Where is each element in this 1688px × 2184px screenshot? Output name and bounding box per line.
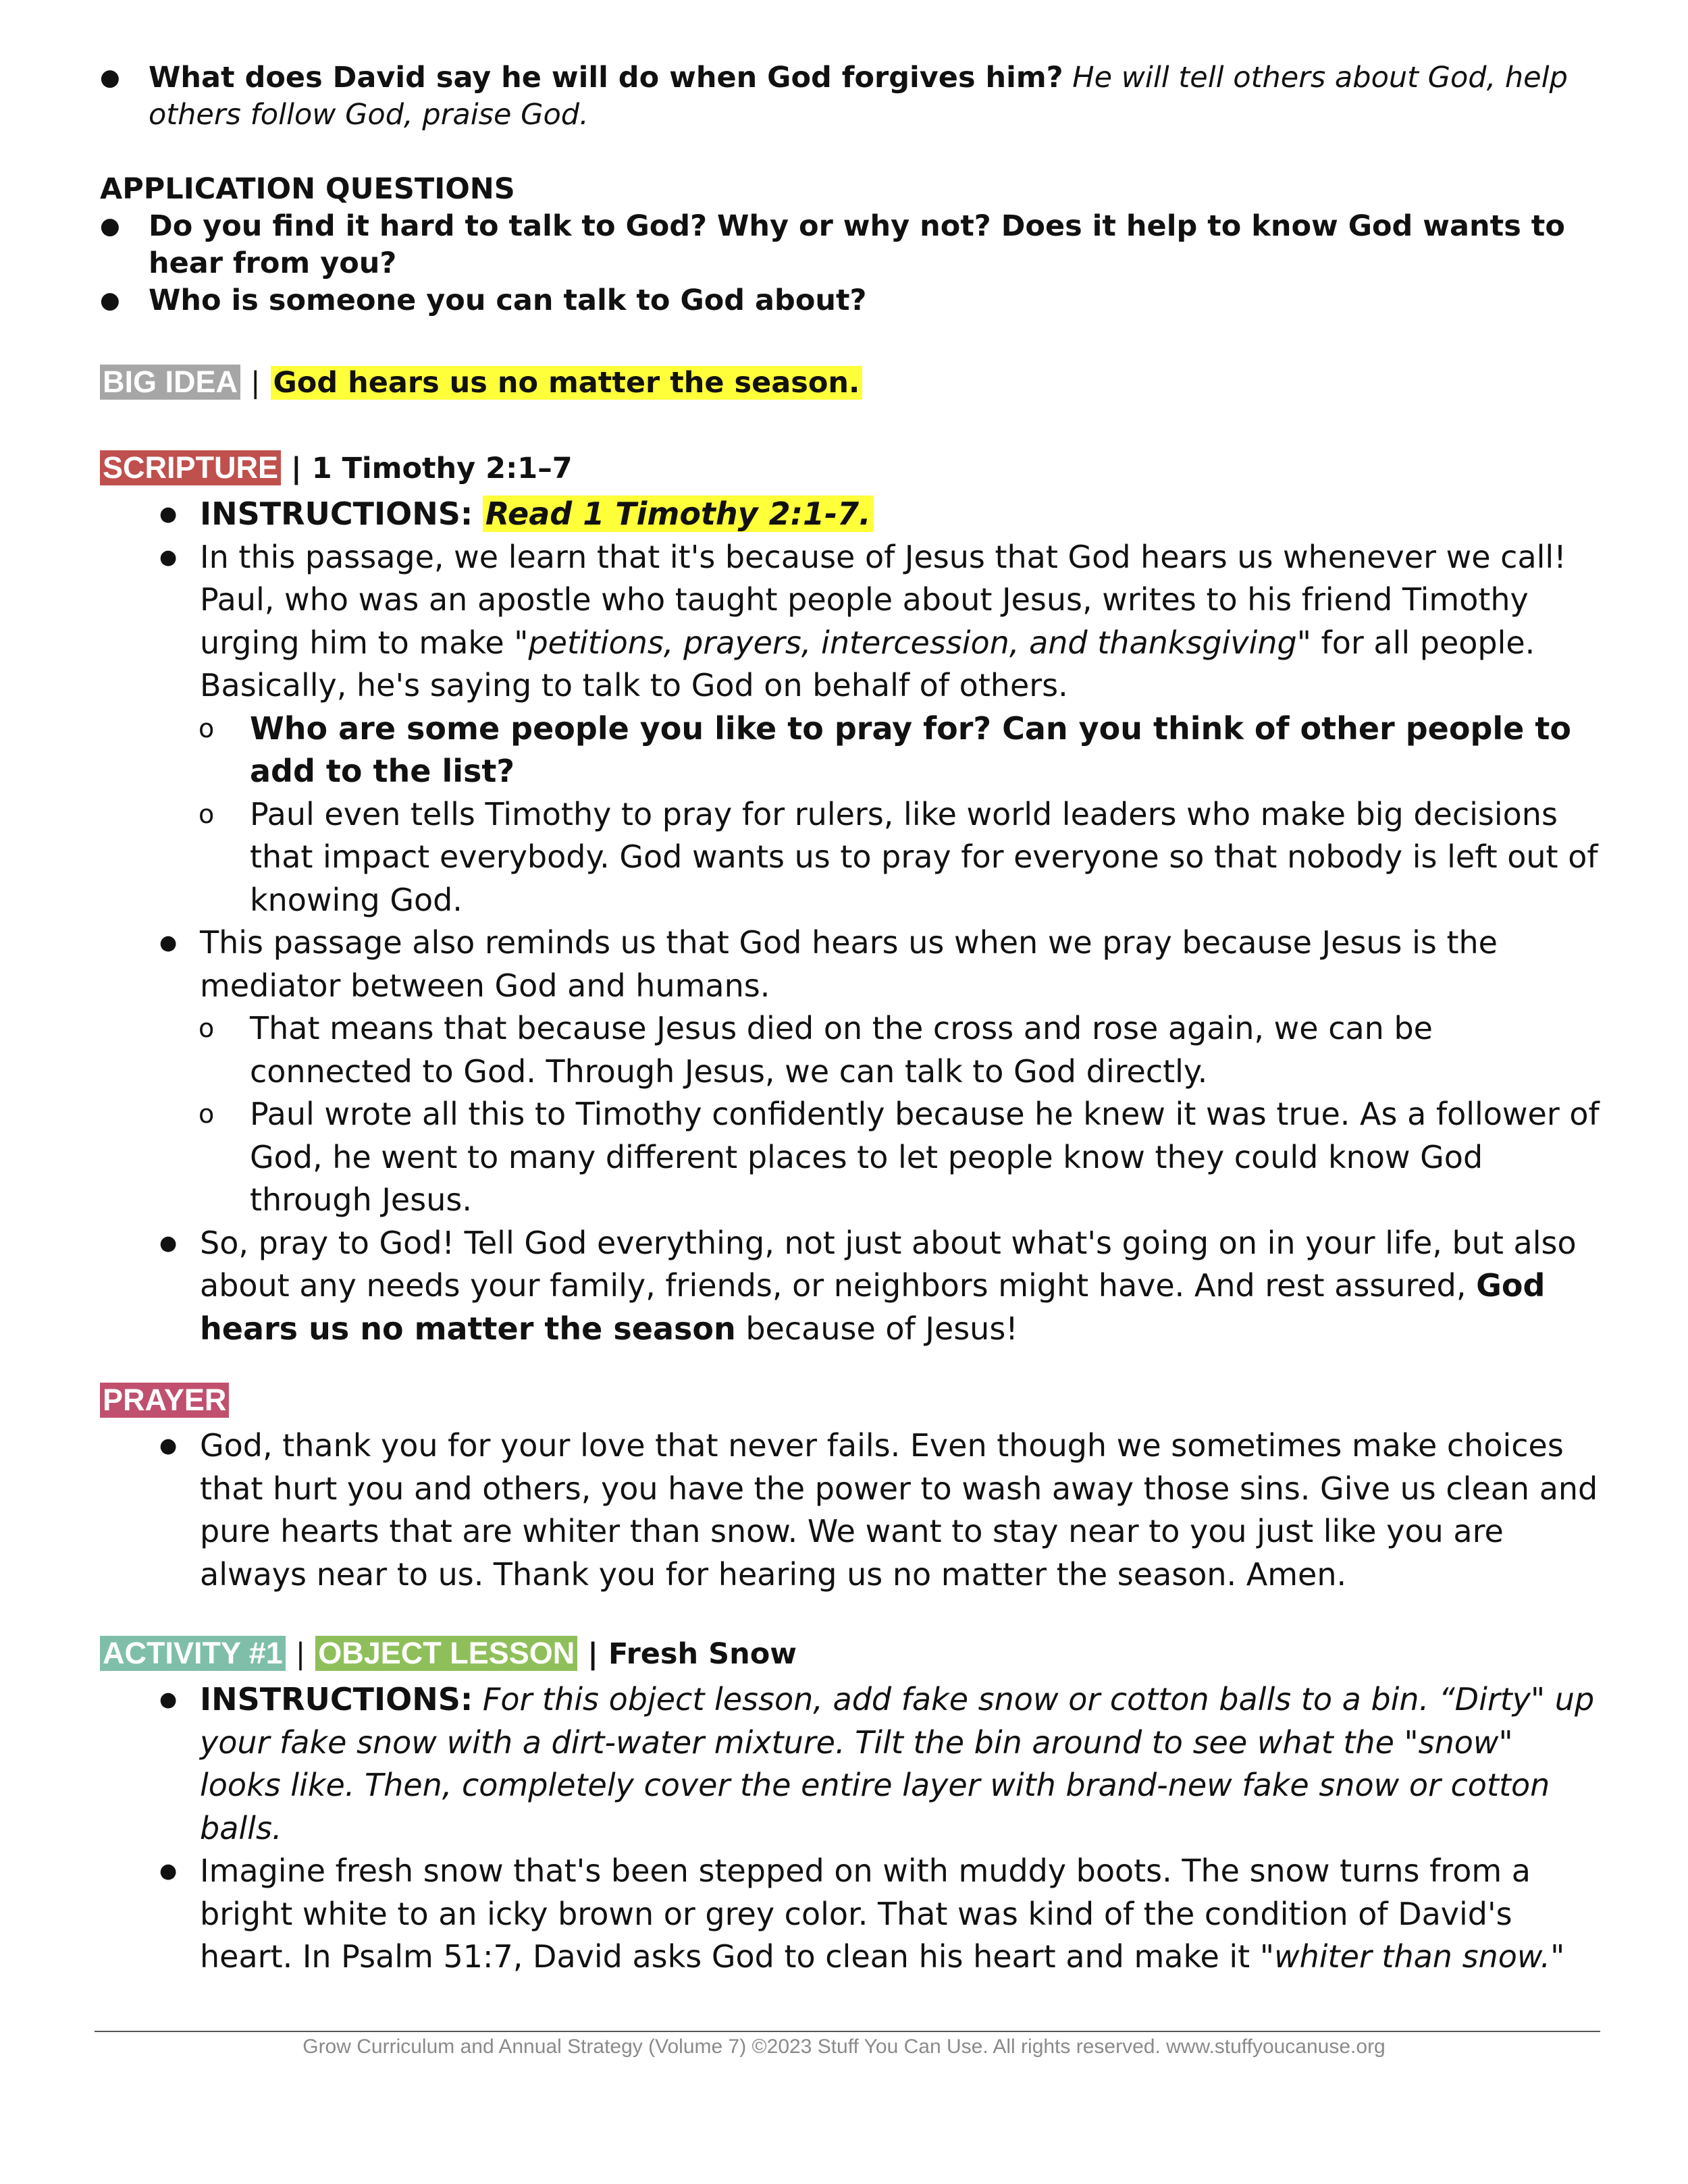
paragraph-text: because of Jesus!	[735, 1310, 1018, 1347]
paragraph-text: Paul even tells Timothy to pray for rulers, like world leaders who make big decisions that impact everybody. God wants us to pray for everyone so that nobody is left out of knowing God.	[250, 795, 1598, 918]
list-item	[150, 1222, 1602, 1351]
list-item	[100, 59, 1612, 134]
application-questions	[100, 208, 1612, 319]
activity-title: | Fresh Snow	[587, 1637, 797, 1671]
instructions-text: Read 1 Timothy 2:1-7.	[483, 496, 874, 532]
list-item	[100, 208, 1612, 282]
list-item	[150, 493, 1602, 536]
prayer-list	[150, 1424, 1602, 1596]
scripture-reference: | 1 Timothy 2:1–7	[291, 452, 573, 485]
activity-tag: ACTIVITY #1	[100, 1636, 286, 1671]
scripture-list	[150, 493, 1602, 1350]
paragraph-text: This passage also reminds us that God hears us when we pray because Jesus is the mediator between God and humans.	[200, 924, 1498, 1004]
prayer-header	[100, 1383, 229, 1420]
instructions-text: For this object lesson, add fake snow or cotton balls to a bin. “Dirty" up your fake snow with a dirt-water mixture. Tilt the bin around to see what the "snow" looks like. Then, completely cover the entire layer with brand-new fake snow or cotton balls.	[200, 1681, 1595, 1846]
sub-list-item	[150, 708, 1602, 793]
question-text: Who is someone you can talk to God about?	[149, 284, 867, 317]
bullet-icon: ●	[100, 64, 120, 91]
bullet-icon: ●	[159, 502, 178, 526]
question-text: Do you find it hard to talk to God? Why or why not? Does it help to know God wants to hear from you?	[149, 209, 1565, 280]
footer-copyright: Grow Curriculum and Annual Strategy (Volume 7) ©2023 Stuff You Can Use. All rights reserved. www.stuffyoucanuse.org	[302, 2035, 1386, 2058]
list-item	[150, 1850, 1602, 1979]
separator: |	[250, 366, 261, 400]
scripture-tag: SCRIPTURE	[100, 450, 281, 485]
paragraph-text: Paul wrote all this to Timothy confidently because he knew it was true. As a follower of God, he went to many different places to let people know they could know God through Jesus.	[250, 1096, 1600, 1218]
paragraph-text: " for all people. Basically, he's saying to talk to God on behalf of others.	[200, 624, 1535, 703]
separator: |	[295, 1637, 306, 1671]
hollow-bullet-icon: o	[199, 799, 215, 829]
big-idea-header	[100, 365, 862, 402]
hollow-bullet-icon: o	[199, 713, 215, 743]
bullet-icon: ●	[100, 213, 120, 240]
application-heading: APPLICATION QUESTIONS	[100, 172, 515, 206]
emphasis-text: God hears us no matter the season	[200, 1267, 1546, 1347]
hollow-bullet-icon: o	[199, 1099, 215, 1129]
bullet-icon: ●	[159, 545, 178, 569]
bullet-icon: ●	[100, 287, 120, 314]
question-text: Who are some people you like to pray for? Can you think of other people to add to the list?	[250, 710, 1571, 789]
sub-list-item	[150, 1007, 1602, 1093]
list-item	[150, 1678, 1602, 1850]
paragraph-text: "	[1550, 1938, 1565, 1975]
object-lesson-tag: OBJECT LESSON	[315, 1636, 577, 1671]
big-idea-tag: BIG IDEA	[100, 365, 240, 400]
bullet-icon: ●	[159, 931, 178, 955]
instructions-label: INSTRUCTIONS:	[200, 496, 473, 532]
answer-text: He will tell others about God, help others follow God, praise God.	[149, 61, 1568, 132]
bullet-icon: ●	[159, 1231, 178, 1255]
discussion-questions	[100, 59, 1612, 134]
sub-list-item	[150, 1093, 1602, 1222]
paragraph-text: In this passage, we learn that it's because of Jesus that God hears us whenever we call! Paul, who was an apostle who taught people about Jesus, writes to his friend Timothy urging him to make "	[200, 538, 1566, 661]
instructions-label: INSTRUCTIONS:	[200, 1681, 473, 1717]
quote-text: whiter than snow.	[1274, 1938, 1551, 1975]
footer-divider	[95, 2031, 1600, 2032]
activity-header	[100, 1636, 797, 1673]
bullet-icon: ●	[159, 1688, 178, 1711]
hollow-bullet-icon: o	[199, 1013, 215, 1043]
sub-list-item	[150, 793, 1602, 922]
list-item	[150, 922, 1602, 1007]
scripture-header	[100, 450, 573, 487]
list-item	[150, 1424, 1602, 1596]
paragraph-text: So, pray to God! Tell God everything, not just about what's going on in your life, but also about any needs your family, friends, or neighbors might have. And rest assured,	[200, 1224, 1577, 1304]
activity-list	[150, 1678, 1602, 1979]
list-item	[150, 536, 1602, 708]
bullet-icon: ●	[159, 1434, 178, 1458]
list-item	[100, 282, 1612, 319]
question-text: What does David say he will do when God forgives him?	[149, 61, 1063, 95]
big-idea-text: God hears us no matter the season.	[271, 366, 863, 400]
prayer-text: God, thank you for your love that never fails. Even though we sometimes make choices that hurt you and others, you have the power to wash away those sins. Give us clean and pure hearts that are whiter than snow. We want to stay near to you just like you are always near to us. Thank you for hearing us no matter the season. Amen.	[200, 1427, 1598, 1593]
quote-text: petitions, prayers, intercession, and thanksgiving	[528, 624, 1297, 661]
prayer-tag: PRAYER	[100, 1383, 229, 1418]
bullet-icon: ●	[159, 1859, 178, 1883]
paragraph-text: Imagine fresh snow that's been stepped on with muddy boots. The snow turns from a bright white to an icky brown or grey color. That was kind of the condition of David's heart. In Psalm 51:7, David asks God to clean his heart and make it "	[200, 1853, 1531, 1975]
paragraph-text: That means that because Jesus died on the cross and rose again, we can be connected to God. Through Jesus, we can talk to God directly.	[250, 1010, 1433, 1090]
